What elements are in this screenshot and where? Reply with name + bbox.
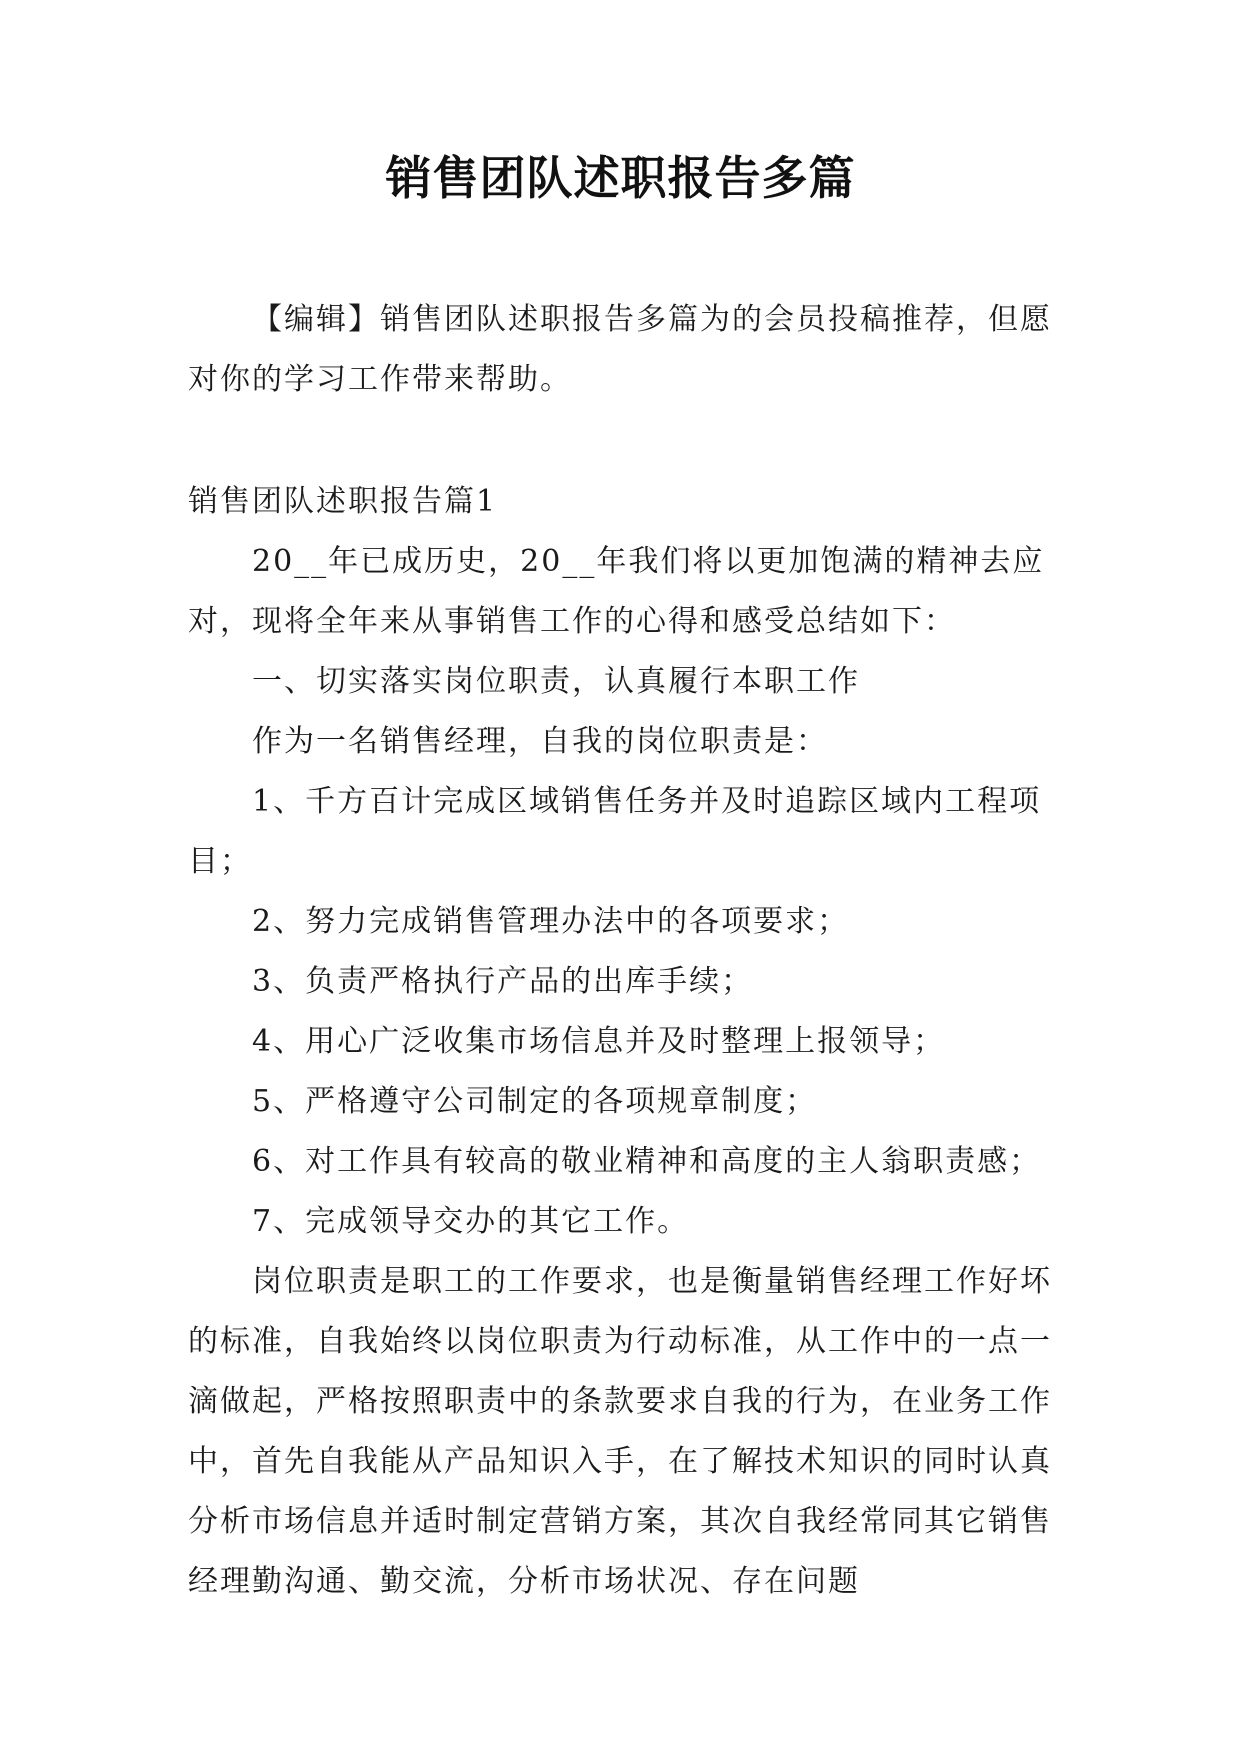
list-item: 5、严格遵守公司制定的各项规章制度； <box>252 1084 818 1119</box>
list-item: 6、对工作具有较高的敬业精神和高度的主人翁职责感； <box>252 1144 1042 1179</box>
list-item: 4、用心广泛收集市场信息并及时整理上报领导； <box>252 1024 946 1059</box>
intro-paragraph: 【编辑】销售团队述职报告多篇为的会员投稿推荐，但愿对你的学习工作带来帮助。 <box>188 302 1052 397</box>
spacer <box>188 410 1060 472</box>
document-body <box>188 290 1060 1612</box>
list-item: 7、完成领导交办的其它工作。 <box>252 1204 690 1239</box>
body-paragraph: 一、切实落实岗位职责，认真履行本职工作 <box>252 664 860 699</box>
list-item: 3、负责严格执行产品的出库手续； <box>252 964 754 999</box>
body-paragraph: 20__年已成历史，20__年我们将以更加饱满的精神去应对，现将全年来从事销售工作的心得和感受总结如下： <box>188 544 1045 639</box>
document-title: 销售团队述职报告多篇 <box>385 151 856 205</box>
body-paragraph: 岗位职责是职工的工作要求，也是衡量销售经理工作好坏的标准，自我始终以岗位职责为行动标准，从工作中的一点一滴做起，严格按照职责中的条款要求自我的行为，在业务工作中，首先自我能从产品知识入手，在了解技术知识的同时认真分析市场信息并适时制定营销方案，其次自我经常同其它销售经理勤沟通、勤交流，分析市场状况、存在问题 <box>188 1264 1052 1599</box>
section-heading: 销售团队述职报告篇1 <box>188 484 498 519</box>
list-item: 1、千方百计完成区域销售任务并及时追踪区域内工程项目； <box>188 784 1042 879</box>
list-item: 2、努力完成销售管理办法中的各项要求； <box>252 904 850 939</box>
body-paragraph: 作为一名销售经理，自我的岗位职责是： <box>252 724 828 759</box>
